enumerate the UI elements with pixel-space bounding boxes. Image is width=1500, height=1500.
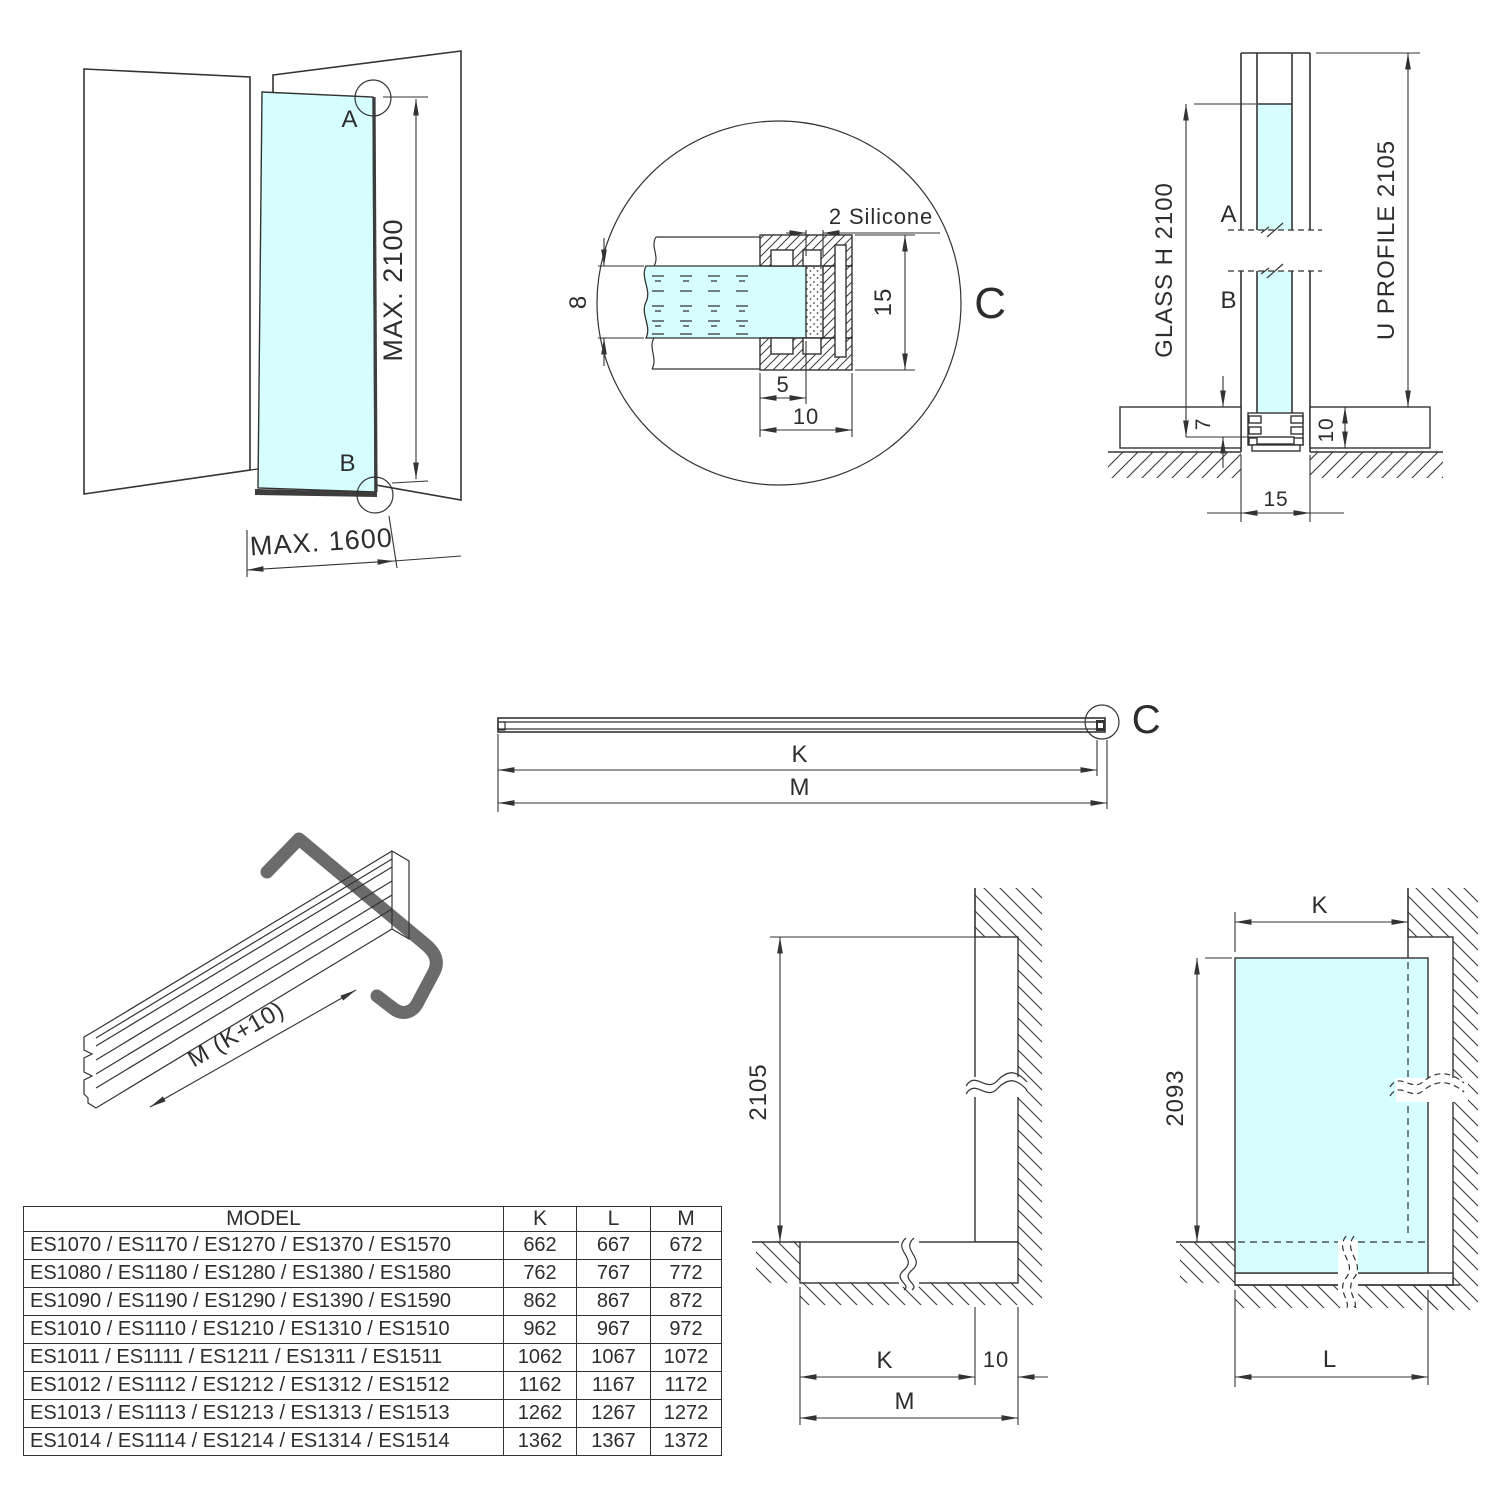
dim-max-height: MAX. 2100 [378,218,408,362]
k-cell: 1062 [504,1344,577,1372]
model-cell: ES1080 / ES1180 / ES1280 / ES1380 / ES1580 [24,1260,504,1288]
l-cell: 1167 [577,1372,651,1400]
model-cell: ES1090 / ES1190 / ES1290 / ES1390 / ES1590 [24,1288,504,1316]
k-cell: 662 [504,1232,577,1260]
glass-panel [1235,958,1428,1273]
dim-k: K [876,1347,894,1374]
model-cell: ES1014 / ES1114 / ES1214 / ES1314 / ES1514 [24,1428,504,1456]
silicone-joint [806,266,823,338]
wall-section-view [1108,53,1443,522]
model-cell: ES1012 / ES1112 / ES1212 / ES1312 / ES1512 [24,1372,504,1400]
model-spec-table [23,1206,722,1456]
left-wall [84,69,250,494]
model-cell: ES1010 / ES1110 / ES1210 / ES1310 / ES1510 [24,1316,504,1344]
floor-hatch-left [1108,452,1241,478]
break-marks [1261,223,1283,278]
m-cell: 1072 [651,1344,722,1372]
l-cell: 667 [577,1232,651,1260]
table-row [24,1400,722,1428]
dim-max-width: MAX. 1600 [248,522,394,562]
l-cell: 767 [577,1260,651,1288]
dim-2105: 2105 [745,1063,772,1121]
dim-15: 15 [1263,488,1289,511]
m-cell: 672 [651,1232,722,1260]
k-cell: 1362 [504,1428,577,1456]
table-header-row [24,1207,722,1232]
dim-depth: 10 [792,404,820,429]
dim-line-max-width [247,561,394,570]
dim-inset: 5 [776,372,790,397]
dim-l: L [1322,1346,1338,1373]
dim-m: M [789,774,811,801]
k-cell: 862 [504,1288,577,1316]
dim-10: 10 [1315,417,1338,443]
model-cell: ES1070 / ES1170 / ES1270 / ES1370 / ES1570 [24,1232,504,1260]
m-cell: 1172 [651,1372,722,1400]
bottom-profile-section [1248,413,1303,451]
floor-hatch-left [756,1242,800,1283]
screw-channel [835,245,846,357]
m-cell: 772 [651,1260,722,1288]
glass-upper [1258,104,1292,230]
k-cell: 1162 [504,1372,577,1400]
l-cell: 1367 [577,1428,651,1456]
dim-10: 10 [982,1347,1010,1372]
col-header-m: M [651,1207,722,1232]
table-row [24,1288,722,1316]
k-cell: 962 [504,1316,577,1344]
dim-profile-height: 15 [870,287,897,317]
detail-label-c: C [974,279,1008,328]
m-cell: 1372 [651,1428,722,1456]
wall-profile-edge [374,97,376,492]
table-row [24,1232,722,1260]
dim-glass-thickness: 8 [565,294,592,310]
col-header-model: MODEL [24,1207,504,1232]
upper-wall-break [654,237,760,266]
label-a: A [1220,201,1238,228]
corner-installation-view [84,51,461,577]
label-b: B [339,450,357,477]
table-row [24,1260,722,1288]
dim-k: K [791,741,809,768]
dim-k: K [1311,892,1329,919]
profile-bar [498,718,1105,732]
floor-hatch-right [1310,452,1443,478]
l-cell: 1067 [577,1344,651,1372]
glass-lower [1258,271,1292,437]
front-installation-view [745,888,1048,1425]
l-cell: 1267 [577,1400,651,1428]
label-b: B [1220,287,1238,314]
profile-silhouette [267,839,436,1012]
dim-glass-height: GLASS H 2100 [1151,182,1178,358]
l-cell: 967 [577,1316,651,1344]
m-cell: 972 [651,1316,722,1344]
table-row [24,1316,722,1344]
model-cell: ES1011 / ES1111 / ES1211 / ES1311 / ES1511 [24,1344,504,1372]
glass-front-view [1162,888,1478,1387]
glass-section [644,266,806,338]
k-cell: 762 [504,1260,577,1288]
dim-profile-length: U PROFILE 2105 [1373,139,1400,341]
k-cell: 1262 [504,1400,577,1428]
detail-c-view [565,121,1008,485]
plan-label-c: C [1131,698,1163,742]
dim-profile-length: M (K+10) [183,996,290,1073]
table-row [24,1372,722,1400]
table-row [24,1344,722,1372]
l-cell: 867 [577,1288,651,1316]
m-cell: 872 [651,1288,722,1316]
dim-m: M [894,1388,916,1415]
floor-hatch [800,1283,1042,1305]
profile-plan-view [498,698,1162,812]
lower-wall-break [652,338,760,369]
table-row [24,1428,722,1456]
m-cell: 1272 [651,1400,722,1428]
label-a: A [341,106,359,133]
profile-isometric-view [84,839,436,1108]
floor-hatch-left [1180,1242,1235,1283]
glass-panel [258,92,375,492]
dim-7: 7 [1192,417,1215,431]
gasket-groove [771,338,793,354]
dim-2093: 2093 [1162,1069,1189,1127]
col-header-k: K [504,1207,577,1232]
gasket-groove [771,250,793,266]
col-header-l: L [577,1207,651,1232]
dim-silicone: 2 Silicone [828,204,934,229]
model-cell: ES1013 / ES1113 / ES1213 / ES1313 / ES1513 [24,1400,504,1428]
